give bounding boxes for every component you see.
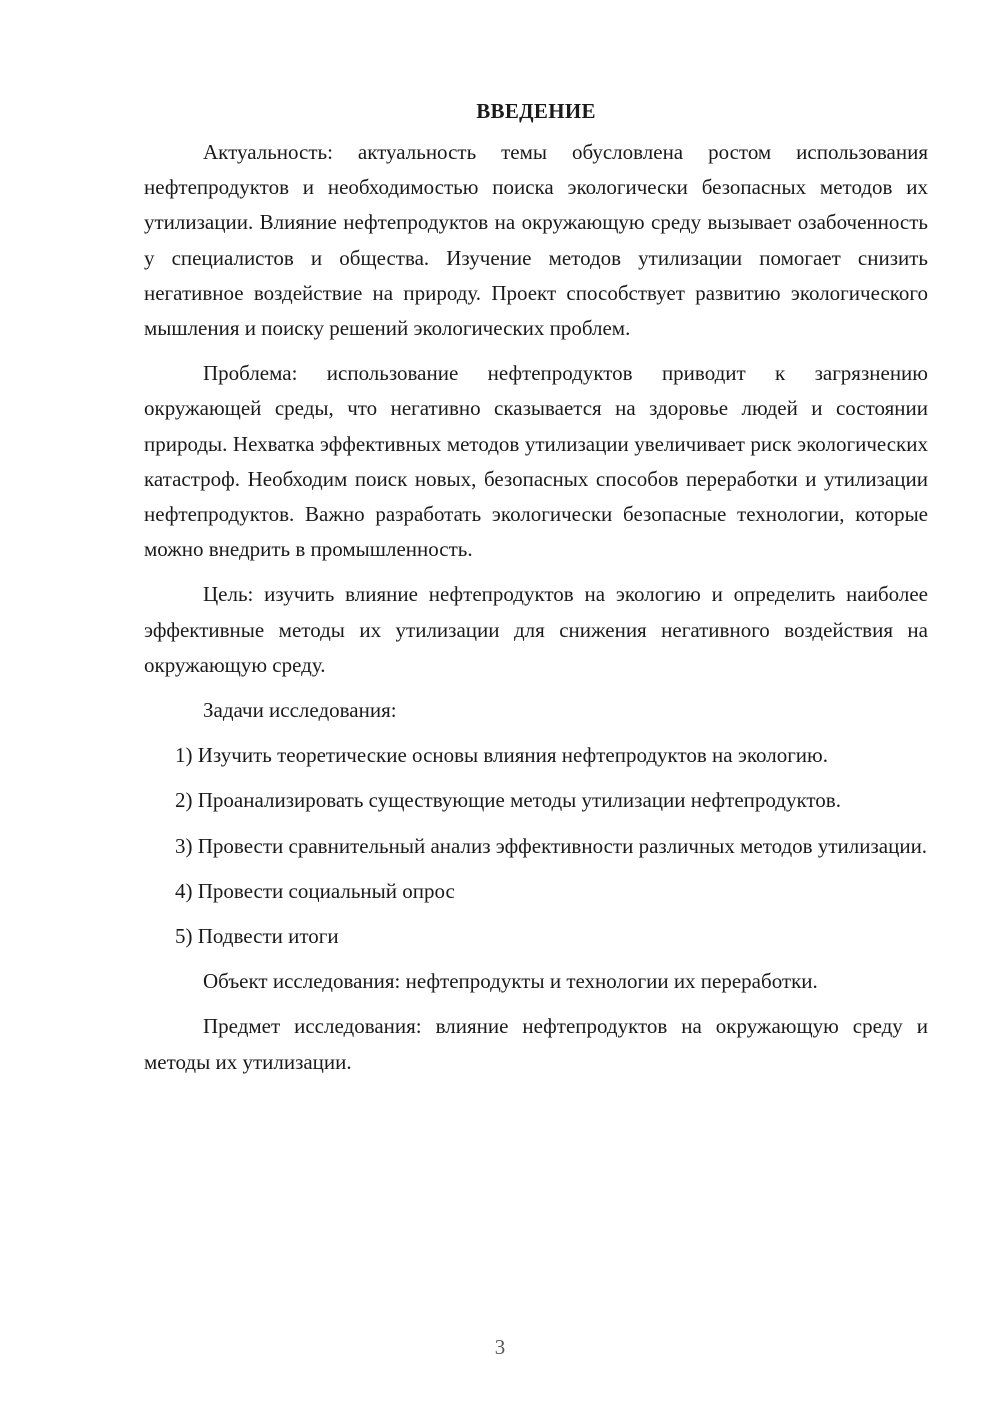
document-body — [144, 95, 928, 1090]
object-paragraph: Объект исследования: нефтепродукты и технологии их переработки. — [203, 969, 818, 994]
task-item-1: 1) Изучить теоретические основы влияния нефтепродуктов на экологию. — [175, 743, 828, 768]
relevance-paragraph: Актуальность: актуальность темы обусловлена ростом использования нефтепродуктов и необходимостью поиска экологически безопасных методов их утилизации. Влияние нефтепродуктов на окружающую среду вызывает озабоченность у специалистов и общества. Изучение методов утилизации помогает снизить негативное воздействие на природу. Проект способствует развитию экологического мышления и поиску решений экологических проблем. — [144, 140, 928, 341]
task-item-5: 5) Подвести итоги — [175, 924, 339, 949]
problem-paragraph: Проблема: использование нефтепродуктов приводит к загрязнению окружающей среды, что негативно сказывается на здоровье людей и состоянии природы. Нехватка эффективных методов утилизации увеличивает риск экологических катастроф. Необходим поиск новых, безопасных способов переработки и утилизации нефтепродуктов. Важно разработать экологически безопасные технологии, которые можно внедрить в промышленность. — [144, 361, 928, 562]
goal-paragraph: Цель: изучить влияние нефтепродуктов на экологию и определить наиболее эффективные методы их утилизации для снижения негативного воздействия на окружающую среду. — [144, 582, 928, 677]
task-item-3: 3) Провести сравнительный анализ эффективности различных методов утилизации. — [175, 833, 928, 858]
page-number: 3 — [494, 1335, 506, 1359]
task-item-2: 2) Проанализировать существующие методы утилизации нефтепродуктов. — [175, 788, 841, 813]
tasks-heading: Задачи исследования: — [203, 698, 397, 723]
subject-paragraph: Предмет исследования: влияние нефтепродуктов на окружающую среду и методы их утилизации. — [144, 1014, 928, 1074]
section-title: ВВЕДЕНИЕ — [476, 99, 596, 123]
task-item-4: 4) Провести социальный опрос — [175, 878, 455, 903]
